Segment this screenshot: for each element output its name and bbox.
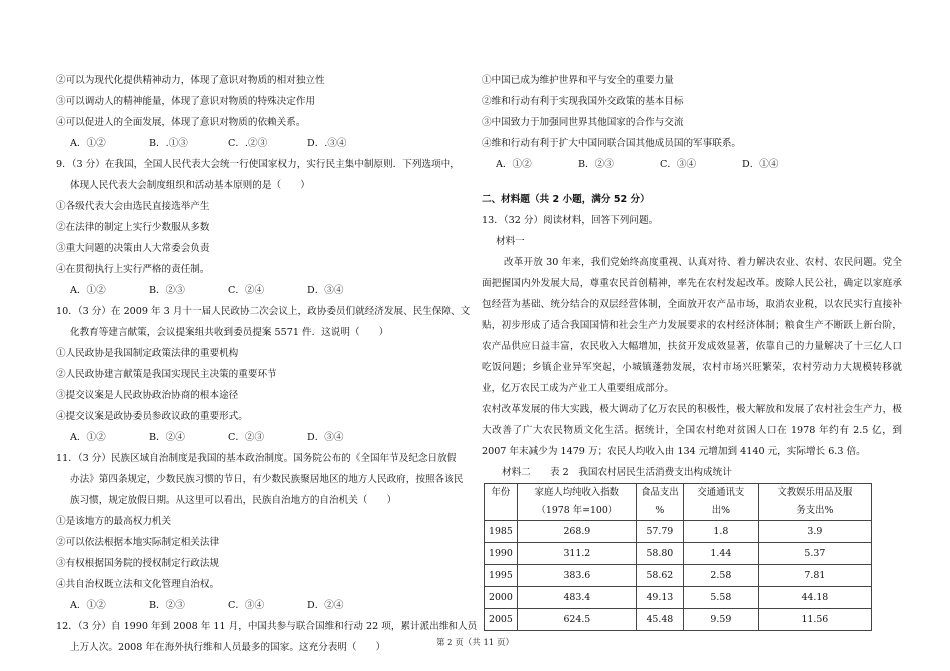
q12-stem-cont: 上万人次。2008 年在海外执行维和人员最多的国家。这充分表明（ ） bbox=[70, 642, 386, 653]
material1-label: 材料一 bbox=[496, 236, 525, 247]
answer-option: B．②③ bbox=[578, 159, 614, 170]
table-cell: 11.56 bbox=[758, 609, 871, 631]
q12-item: ①中国已成为维护世界和平与安全的重要力量 bbox=[482, 75, 674, 86]
q10-item: ③提交议案是人民政协政治协商的根本途径 bbox=[56, 390, 239, 401]
q12-item: ④维和行动有利于扩大中国同联合国其他成员国的军事联系。 bbox=[482, 138, 742, 149]
q10-item: ④提交议案是政协委员参政议政的重要形式。 bbox=[56, 411, 248, 422]
table-cell: 1.8 bbox=[683, 521, 758, 543]
table-cell: 58.80 bbox=[636, 543, 683, 565]
answer-option: C．②④ bbox=[228, 285, 265, 296]
q9-stem-cont: 体现人民代表大会制度组织和活动基本原则的是（ ） bbox=[70, 180, 310, 191]
answer-option: D．②④ bbox=[307, 600, 344, 611]
answer-option: A．①② bbox=[70, 600, 106, 611]
answer-option: B．②④ bbox=[149, 432, 185, 443]
q11-item: ①是该地方的最高权力机关 bbox=[56, 516, 172, 527]
answer-option: C．③④ bbox=[660, 159, 697, 170]
q12-stem: 12．（3 分）自 1990 年到 2008 年 11 月，中国共参与联合国维和行动 22 项，累计派出维和人员 bbox=[56, 621, 478, 632]
table-cell: 483.4 bbox=[517, 587, 636, 609]
answer-option: C．③④ bbox=[228, 600, 265, 611]
table-row bbox=[485, 565, 872, 587]
table-cell: 311.2 bbox=[517, 543, 636, 565]
table-cell: 45.48 bbox=[636, 609, 683, 631]
option-line: ③可以调动人的精神能量，体现了意识对物质的特殊决定作用 bbox=[56, 96, 316, 107]
table-row bbox=[485, 543, 872, 565]
q12-answer-options bbox=[482, 154, 902, 175]
answer-option: A．①② bbox=[496, 159, 532, 170]
table-header-cell: 交通通讯支 出% bbox=[683, 484, 758, 521]
material1-paragraph-2: 农村改革发展的伟大实践，极大调动了亿万农民的积极性，极大解放和发展了农村社会生产力，极大改善了广大农民物质文化生活。据统计，全国农村绝对贫困人口在 1978 年约有 2.5 亿，到 2007 年末减少为 1479 万；农民人均收入由 134 元增加到 4140 元，实际增长 6.3 倍。 bbox=[482, 404, 902, 457]
table-header-cell: 文教娱乐用品及服 务支出% bbox=[758, 484, 871, 521]
table-header-cell: 食品支出 % bbox=[636, 484, 683, 521]
answer-option: D．③④ bbox=[307, 285, 344, 296]
q10-item: ①人民政协是我国制定政策法律的重要机构 bbox=[56, 348, 239, 359]
answer-option: C．②③ bbox=[228, 432, 265, 443]
answer-option: B．②③ bbox=[149, 285, 185, 296]
answer-option: A．①② bbox=[70, 138, 106, 149]
option-line: ②可以为现代化提供精神动力，体现了意识对物质的相对独立性 bbox=[56, 75, 325, 86]
table-cell: 7.81 bbox=[758, 565, 871, 587]
table-cell: 3.9 bbox=[758, 521, 871, 543]
answer-option: D．.③④ bbox=[307, 138, 347, 149]
q10-answer-options bbox=[56, 427, 466, 448]
table-cell: 9.59 bbox=[683, 609, 758, 631]
table-cell: 58.62 bbox=[636, 565, 683, 587]
table-cell: 2000 bbox=[485, 587, 518, 609]
table-row bbox=[485, 609, 872, 631]
q13-stem: 13．（32 分）阅读材料，回答下列问题。 bbox=[482, 215, 659, 226]
table-cell: 5.58 bbox=[683, 587, 758, 609]
table-header-row bbox=[485, 484, 872, 521]
table-cell: 1995 bbox=[485, 565, 518, 587]
table-cell: 1985 bbox=[485, 521, 518, 543]
table-cell: 268.9 bbox=[517, 521, 636, 543]
option-line: ④可以促进人的全面发展，体现了意识对物质的依赖关系。 bbox=[56, 117, 306, 128]
q11-item: ②可以依法根据本地实际制定相关法律 bbox=[56, 537, 220, 548]
right-column bbox=[482, 70, 902, 631]
table-cell: 2005 bbox=[485, 609, 518, 631]
table-cell: 44.18 bbox=[758, 587, 871, 609]
q8-answer-options bbox=[56, 133, 466, 154]
table-cell: 57.79 bbox=[636, 521, 683, 543]
answer-option: C．.②③ bbox=[228, 138, 268, 149]
answer-option: D．①④ bbox=[742, 159, 779, 170]
material1-paragraph: 改革开放 30 年来，我们党始终高度重视、认真对待、着力解决农业、农村、农民问题。党全面把握国内外发展大局，尊重农民首创精神，率先在农村发起改革。废除人民公社，确定以家庭承包经营为基础、统分结合的双层经营体制，全面放开农产品市场，取消农业税，以农民实行直接补贴，初步形成了适合我国国情和社会生产力发展要求的农村经济体制；粮食生产不断跃上新台阶，农产品供应日益丰富，农民收入大幅增加，扶贫开发成效显著，依靠自己的力量解决了十三亿人口吃饭问题；乡镇企业异军突起，小城镇蓬勃发展，农村市场兴旺繁荣，农村劳动力大规模转移就业，亿万农民工成为产业工人重要组成部分。 bbox=[482, 257, 902, 394]
table-cell: 5.37 bbox=[758, 543, 871, 565]
table-cell: 49.13 bbox=[636, 587, 683, 609]
section-title: 二、材料题（共 2 小题，满分 52 分） bbox=[482, 194, 650, 205]
consumption-table bbox=[484, 483, 872, 631]
q9-item: ②在法律的制定上实行少数服从多数 bbox=[56, 222, 210, 233]
table-cell: 624.5 bbox=[517, 609, 636, 631]
table-cell: 2.58 bbox=[683, 565, 758, 587]
table-cell: 1.44 bbox=[683, 543, 758, 565]
table-header-cell: 家庭人均纯收入指数 （1978 年=100） bbox=[517, 484, 636, 521]
page-footer: 第 2 页（共 11 页） bbox=[435, 638, 515, 648]
table-caption: 材料二 表 2 我国农村居民生活消费支出构成统计 bbox=[502, 467, 732, 478]
q10-stem: 10．（3 分）在 2009 年 3 月十一届人民政协二次会议上，政协委员们就经济发展、民生保障、文 bbox=[56, 306, 471, 317]
q11-stem-cont: 族习惯，规定放假日期。从这里可以看出，民族自治地方的自治机关（ ） bbox=[70, 495, 397, 506]
table-header-cell: 年份 bbox=[485, 484, 518, 521]
table-row bbox=[485, 587, 872, 609]
answer-option: A．①② bbox=[70, 285, 106, 296]
q11-answer-options bbox=[56, 595, 466, 616]
q9-item: ①各级代表大会由选民直接选举产生 bbox=[56, 201, 210, 212]
q11-stem: 11．（3 分）民族区域自治制度是我国的基本政治制度。国务院公布的《全国年节及纪念日放假 bbox=[56, 453, 457, 464]
answer-option: B．.①③ bbox=[149, 138, 188, 149]
q11-item: ③有权根据国务院的授权制定行政法规 bbox=[56, 558, 220, 569]
q9-stem: 9．（3 分）在我国，全国人民代表大会统一行使国家权力，实行民主集中制原则．下列选项中， bbox=[56, 159, 460, 170]
q9-answer-options bbox=[56, 280, 466, 301]
q10-stem-cont: 化教育等建言献策，会议提案组共收到委员提案 5571 件．这说明（ ） bbox=[70, 327, 389, 338]
q9-item: ④在贯彻执行上实行严格的责任制。 bbox=[56, 264, 210, 275]
answer-option: A．①② bbox=[70, 432, 106, 443]
q10-item: ②人民政协建言献策是我国实现民主决策的重要环节 bbox=[56, 369, 277, 380]
q12-item: ③中国致力于加强同世界其他国家的合作与交流 bbox=[482, 117, 684, 128]
q11-stem-cont: 办法》第四条规定，少数民族习惯的节日，有少数民族聚居地区的地方人民政府，按照各该民 bbox=[70, 474, 464, 485]
answer-option: D．③④ bbox=[307, 432, 344, 443]
q9-item: ③重大问题的决策由人大常委会负责 bbox=[56, 243, 210, 254]
table-cell: 1990 bbox=[485, 543, 518, 565]
answer-option: B．②③ bbox=[149, 600, 185, 611]
table-row bbox=[485, 521, 872, 543]
q12-item: ②维和行动有利于实现我国外交政策的基本目标 bbox=[482, 96, 684, 107]
q11-item: ④共自治权既立法和文化管理自治权。 bbox=[56, 579, 220, 590]
table-cell: 383.6 bbox=[517, 565, 636, 587]
